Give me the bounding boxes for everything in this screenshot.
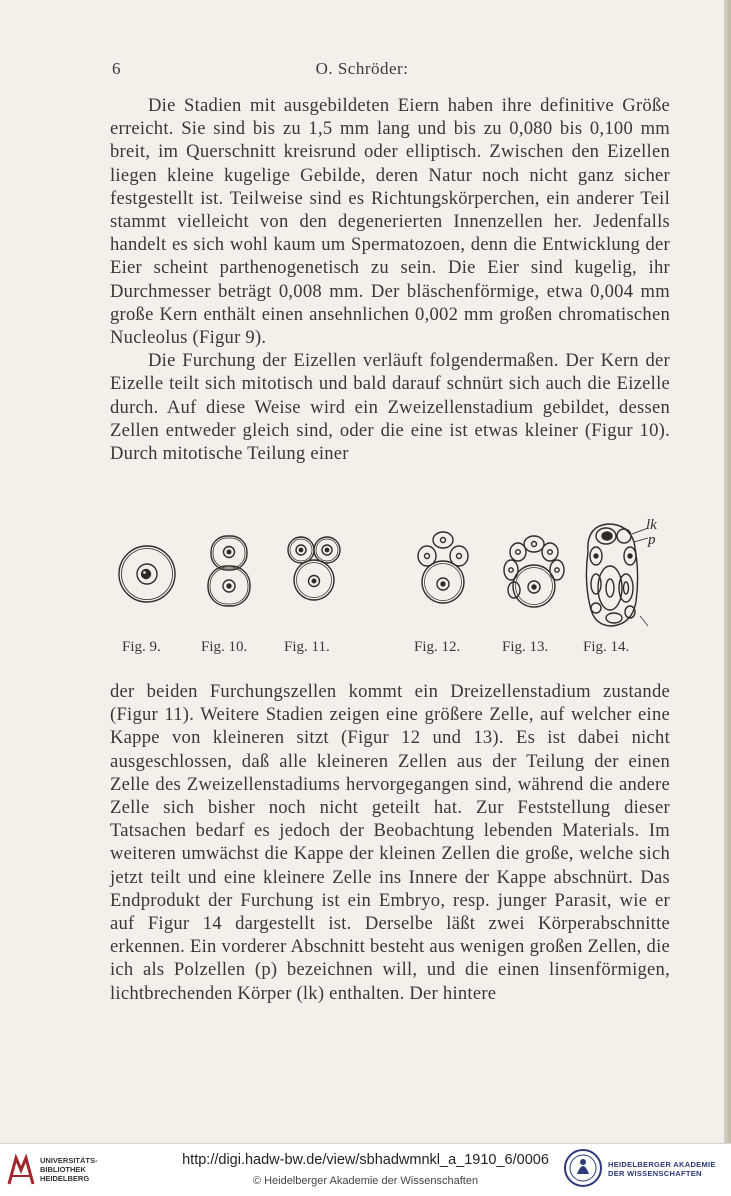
page-edge — [724, 0, 731, 1143]
running-head: O. Schröder: — [315, 59, 409, 78]
body-text-top — [110, 94, 670, 465]
caption-fig-13: Fig. 13. — [502, 639, 549, 655]
figure-plate — [100, 512, 680, 662]
permalink-url[interactable]: http://digi.hadw-bw.de/view/sbhadwmnkl_a_1910_6/0006 — [182, 1152, 549, 1168]
caption-fig-12: Fig. 12. — [414, 639, 461, 655]
fig-10-drawing — [208, 536, 250, 606]
paragraph: Die Stadien mit ausgebildeten Eiern haben ihre definitive Größe erreicht. Sie sind bis zu 1,5 mm lang und bis zu 0,080 bis 0,100 mm breit, im Querschnitt kreisrund oder elliptisch. Zwischen den Eizellen liegen kleine kugelige Gebilde, deren Natur noch nicht ganz sicher festgestellt ist. Teilweise sind es Richtungskörperchen, ein anderer Teil stammt vielleicht von den degenerierten Innenzellen her. Jedenfalls handelt es sich wohl kaum um Spermatozoen, denn die Entwicklung der Eier scheint parthenogenetisch zu sein. Die Eier sind kugelig, ihr Durchmesser beträgt 0,008 mm. Der bläschenförmige, etwa 0,004 mm große Kern enthält einen ansehnlichen 0,002 mm großen chromatischen Nucleolus (Figur 9). — [110, 95, 670, 349]
paragraph: der beiden Furchungszellen kommt ein Dreizellenstadium zustande (Figur 11). Weitere Stadien zeigen eine größere Zelle, auf welcher eine Kappe von kleineren sitzt (Figur 12 und 13). Es ist dabei nicht ausgeschlossen, daß alle kleineren Zellen aus der Teilung der einen Zelle des Zweizellenstadiums hervorgegangen sind, während die andere Zelle sich bisher noch nicht geteilt hat. Zur Feststellung dieser Tatsachen bedarf es jedoch der Beobachtung lebenden Materials. Im weiteren umwächst die Kappe der kleinen Zellen die große, welche sich jetzt teilt und eine kleinere Zelle ins Innere der Kappe abschnürt. Das Endprodukt der Furchung ist ein Embryo, resp. junger Parasit, wie er auf Figur 14 dargestellt ist. Derselbe läßt zwei Körperabschnitte erkennen. Ein vorderer Abschnitt besteht aus wenigen großen Zellen, die ich als Polzellen (p) bezeichnen will, und die einen linsenförmigen, lichtbrechenden Körper (lk) enthalten. Der hintere — [110, 681, 670, 1004]
library-name: UNIVERSITÄTS- BIBLIOTHEK HEIDELBERG — [40, 1156, 98, 1183]
page-header — [0, 59, 724, 85]
caption-fig-11: Fig. 11. — [284, 639, 330, 655]
caption-fig-9: Fig. 9. — [122, 639, 161, 655]
fig-9-drawing — [119, 546, 175, 602]
copyright-notice: © Heidelberger Akademie der Wissenschaften — [252, 1175, 479, 1187]
academy-seal-icon — [563, 1148, 603, 1188]
viewer-footer — [0, 1143, 731, 1196]
page-number: 6 — [112, 59, 121, 78]
label-p: p — [648, 532, 656, 548]
caption-fig-10: Fig. 10. — [201, 639, 248, 655]
academy-name: HEIDELBERGER AKADEMIE DER WISSENSCHAFTEN — [608, 1160, 716, 1178]
label-lk: lk — [646, 517, 657, 533]
caption-fig-14: Fig. 14. — [583, 639, 630, 655]
paragraph: Die Furchung der Eizellen verläuft folgendermaßen. Der Kern der Eizelle teilt sich mitotisch und bald darauf schnürt sich auch die Eizelle durch. Auf diese Weise wird ein Zweizellenstadium gebildet, dessen Zellen entweder gleich sind, oder die eine ist etwas kleiner (Figur 10). Durch mitotische Teilung einer — [110, 350, 670, 465]
body-text-bottom — [110, 680, 670, 1005]
fig-13-drawing — [504, 536, 564, 607]
fig-14-drawing — [586, 524, 648, 626]
fig-11-drawing — [288, 537, 340, 600]
fig-12-drawing — [418, 532, 468, 603]
